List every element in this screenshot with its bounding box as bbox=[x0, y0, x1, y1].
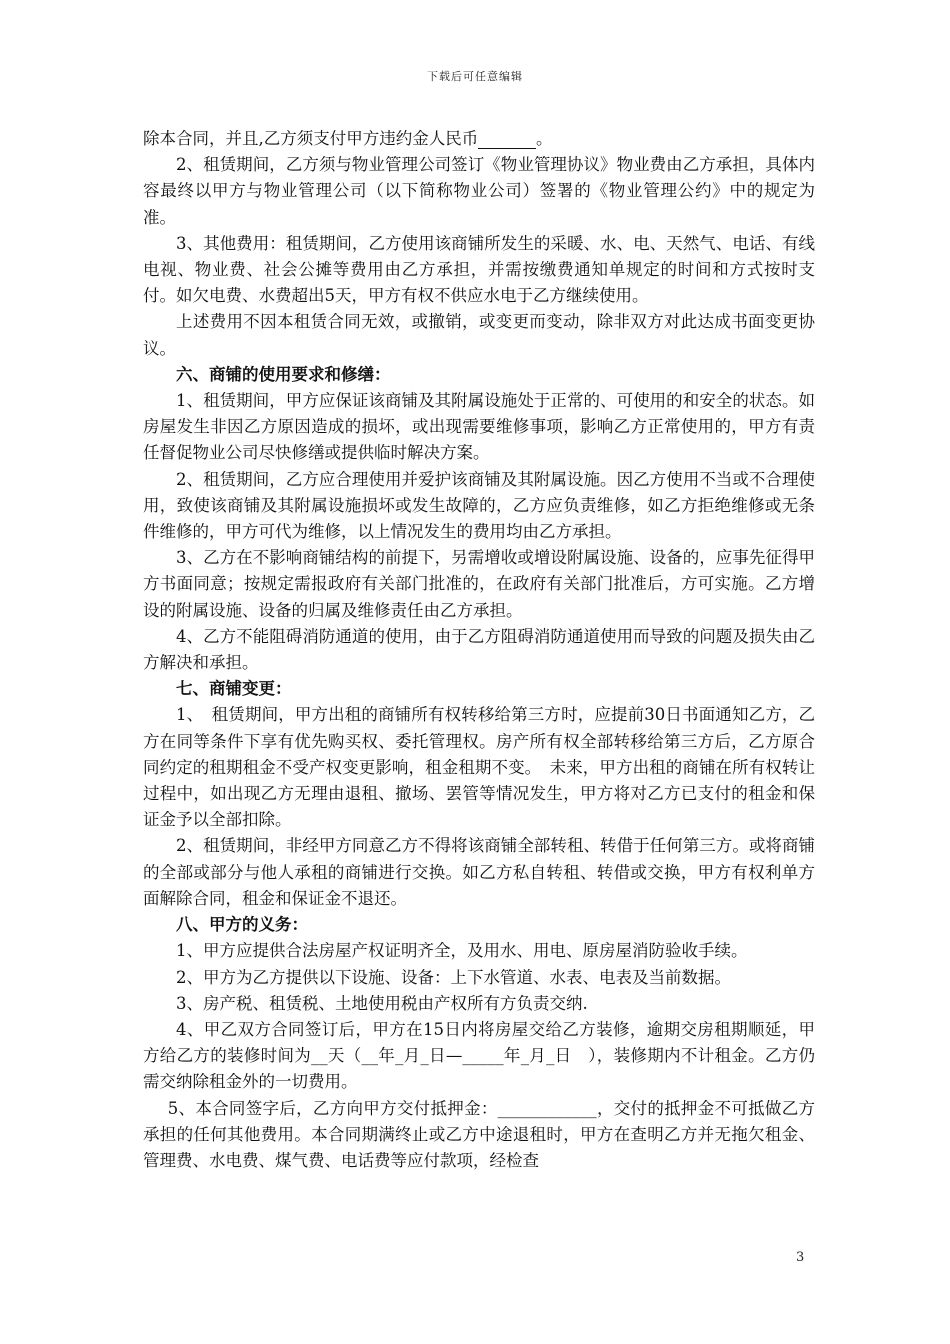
paragraph-obligation-5: 5、本合同签字后，乙方向甲方交付抵押金：____________，交付的抵押金不可抵做乙方承担的任何其他费用。本合同期满终止或乙方中途退租时，甲方在查明乙方并无拖欠租金、管理费、水电费、煤气费、电话费等应付款项，经检查 bbox=[143, 1098, 815, 1170]
paragraph-obligation-3: 3、房产税、租赁税、土地使用税由产权所有方负责交纳. bbox=[176, 993, 588, 1013]
paragraph-change-2: 2、租赁期间，非经甲方同意乙方不得将该商铺全部转租、转借于任何第三方。或将商铺的全部或部分与他人承租的商铺进行交换。如乙方私自转租、转借或交换，甲方有权利单方面解除合同，租金和保证金不退还。 bbox=[143, 836, 815, 908]
document-body bbox=[143, 126, 815, 1174]
paragraph-usage-3: 3、乙方在不影响商铺结构的前提下，另需增收或增设附属设施、设备的，应事先征得甲方书面同意；按规定需报政府有关部门批准的，在政府有关部门批准后，方可实施。乙方增设的附属设施、设备的归属及维修责任由乙方承担。 bbox=[143, 548, 815, 620]
paragraph-suffix: 。 bbox=[535, 129, 553, 148]
page-number: 3 bbox=[796, 1250, 805, 1265]
paragraph-change-1: 1、 租赁期间，甲方出租的商铺所有权转移给第三方时，应提前30日书面通知乙方，乙方在同等条件下享有优先购买权、委托管理权。房产所有权全部转移给第三方后，乙方原合同约定的租期租金不受产权变更影响，租金租期不变。 未来，甲方出租的商铺在所有权转让过程中，如出现乙方无理由退租、撤场、罢管等情况发生，甲方将对乙方已支付的租金和保证金予以全部扣除。 bbox=[143, 705, 815, 830]
paragraph-obligation-4: 4、甲乙双方合同签订后，甲方在15日内将房屋交给乙方装修，逾期交房租期顺延，甲方给乙方的装修时间为__天（__年_月_日—_____年_月_日 ），装修期内不计租金。乙方仍需交纳除租金外的一切费用。 bbox=[143, 1019, 815, 1092]
paragraph-text: 除本合同，并且,乙方须支付甲方违约金人民币 bbox=[143, 129, 479, 148]
section-heading-shop-change: 七、商铺变更： bbox=[176, 679, 292, 699]
paragraph-termination-penalty bbox=[143, 126, 815, 152]
paragraph-other-fees: 3、其他费用：租赁期间，乙方使用该商铺所发生的采暖、水、电、天然气、电话、有线电视、物业费、社会公摊等费用由乙方承担，并需按缴费通知单规定的时间和方式按时支付。如欠电费、水费超出5天，甲方有权不供应水电于乙方继续使用。 bbox=[143, 233, 815, 306]
paragraph-fees-validity: 上述费用不因本租赁合同无效，或撤销，或变更而变动，除非双方对此达成书面变更协议。 bbox=[143, 312, 815, 358]
section-heading-party-a-obligations: 八、甲方的义务： bbox=[176, 915, 308, 935]
paragraph-usage-4: 4、乙方不能阻碍消防通道的使用，由于乙方阻碍消防通道使用而导致的问题及损失由乙方解决和承担。 bbox=[143, 626, 815, 673]
paragraph-property-management: 2、租赁期间，乙方须与物业管理公司签订《物业管理协议》物业费由乙方承担，具体内容最终以甲方与物业管理公司（以下简称物业公司）签署的《物业管理公约》中的规定为准。 bbox=[143, 155, 815, 227]
page-header-note: 下载后可任意编辑 bbox=[427, 70, 523, 83]
penalty-amount-blank bbox=[478, 130, 536, 149]
paragraph-usage-2: 2、租赁期间，乙方应合理使用并爱护该商铺及其附属设施。因乙方使用不当或不合理使用，致使该商铺及其附属设施损坏或发生故障的，乙方应负责维修，如乙方拒绝维修或无条件维修的，甲方可代为维修，以上情况发生的费用均由乙方承担。 bbox=[143, 469, 815, 542]
section-heading-usage-repair: 六、商铺的使用要求和修缮： bbox=[176, 364, 391, 384]
paragraph-obligation-1: 1、甲方应提供合法房屋产权证明齐全，及用水、用电、原房屋消防验收手续。 bbox=[176, 941, 748, 961]
paragraph-usage-1: 1、租赁期间，甲方应保证该商铺及其附属设施处于正常的、可使用的和安全的状态。如房屋发生非因乙方原因造成的损坏，或出现需要维修事项，影响乙方正常使用的，甲方有责任督促物业公司尽快修缮或提供临时解决方案。 bbox=[143, 391, 815, 463]
paragraph-obligation-2: 2、甲方为乙方提供以下设施、设备：上下水管道、水表、电表及当前数据。 bbox=[176, 967, 731, 987]
